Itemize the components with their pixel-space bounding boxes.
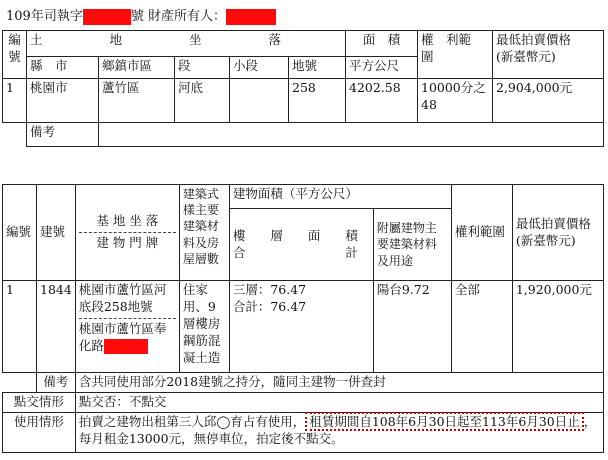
land-header-county: 縣 市 [27,57,99,79]
case-header [6,5,276,25]
land-row-rights: 10000分之48 [418,79,493,123]
divider [79,232,176,233]
land-header-min-price-unit: (新臺幣元) [496,48,556,64]
case-suffix: 號 [130,9,144,24]
land-header-no: 編號 [3,31,27,79]
land-row-price: 2,904,000元 [493,79,604,123]
land-header-min-price [493,31,604,79]
case-prefix: 109年司執字 [6,9,83,24]
handover-value: 點交否：不點交 [75,393,603,413]
bld-row-total-area: 合計：76.47 [232,298,307,314]
bld-row-location [75,281,179,373]
bld-header-no: 編號 [3,185,37,281]
land-header-min-price-label: 最低拍賣價格 [496,32,572,47]
land-header-subsection: 小段 [230,57,289,79]
bld-header-attached: 附屬建物主要建築材料及用途 [373,209,451,281]
bld-header-area: 建物面積（平方公尺） [229,185,451,209]
bld-row-address: 桃園市蘆竹區奉化路 [78,320,167,353]
land-row-no: 1 [3,79,27,123]
bld-row-area [229,281,373,373]
land-header-section: 段 [175,57,230,79]
land-table [2,30,604,147]
land-row-county: 桃園市 [27,79,99,123]
bld-header-structure: 建築式樣主要建築材料及房屋層數 [179,185,229,281]
land-row-lot: 258 [289,79,346,123]
bld-header-total: 合 計 [232,244,358,260]
bld-row-price: 1,920,000元 [512,281,603,373]
redaction-address [104,339,148,354]
bld-header-rights: 權利範圍 [451,185,512,281]
land-row-area: 4202.58 [346,79,418,123]
bld-header-min-price-label: 最低拍賣價格 [515,215,591,231]
lease-period-highlight: 租賃期間自108年6月30日起至113年6月30日止 [305,412,583,431]
handover-label: 點交情形 [3,393,76,413]
usage-label: 使用情形 [3,413,76,453]
bld-header-floor: 樓 層 面 積 [232,227,358,243]
redaction-owner-name [226,9,276,25]
usage-value: 拍賣之建物出租第三人邱◯育占有使用， 租賃期間自108年6月30日起至113年6月30日止 ，每月租金13000元，無停車位，拍定後不點交。 [75,413,603,453]
bld-header-building-no: 建號 [37,185,76,281]
bld-row-attached: 陽台9.72 [373,281,451,373]
land-row-section: 河底 [175,79,230,123]
land-header-area: 面 積 [346,31,418,57]
land-remarks-label: 備考 [27,123,99,147]
land-row-district: 蘆竹區 [99,79,175,123]
owner-label: 財產所有人： [147,9,226,24]
redaction-case-number [83,9,131,25]
bld-header-min-price-unit: (新臺幣元) [515,232,576,248]
bld-header-min-price [512,185,603,281]
bld-header-site: 基 地 坐 落 [96,213,159,229]
divider [79,318,176,319]
bld-row-floor-area: 三層：76.47 [232,282,307,297]
bld-header-floor-total [229,209,373,281]
land-header-area-unit: 平方公尺 [346,57,418,79]
land-header-location: 土 地 坐 落 [27,31,346,57]
bld-header-location [75,185,179,281]
land-header-rights: 權 利範 圍 [418,31,493,79]
building-table [2,184,604,453]
land-header-district: 鄉鎮市區 [99,57,175,79]
bld-remarks-label: 備考 [37,373,76,393]
land-header-lot: 地號 [289,57,346,79]
bld-row-building-no: 1844 [37,281,76,373]
bld-row-site: 桃園市蘆竹區河底段258地號 [78,282,167,314]
land-row-subsection [230,79,289,123]
bld-row-no: 1 [3,281,37,373]
bld-row-rights: 全部 [451,281,512,373]
bld-remarks-value: 含共同使用部分2018建號之持分，隨同主建物一併查封 [75,373,603,393]
bld-row-structure: 住家用、9層樓房鋼筋混凝土造 [179,281,229,373]
bld-header-address: 建 物 門 牌 [96,235,159,250]
land-remarks-value [99,123,604,147]
